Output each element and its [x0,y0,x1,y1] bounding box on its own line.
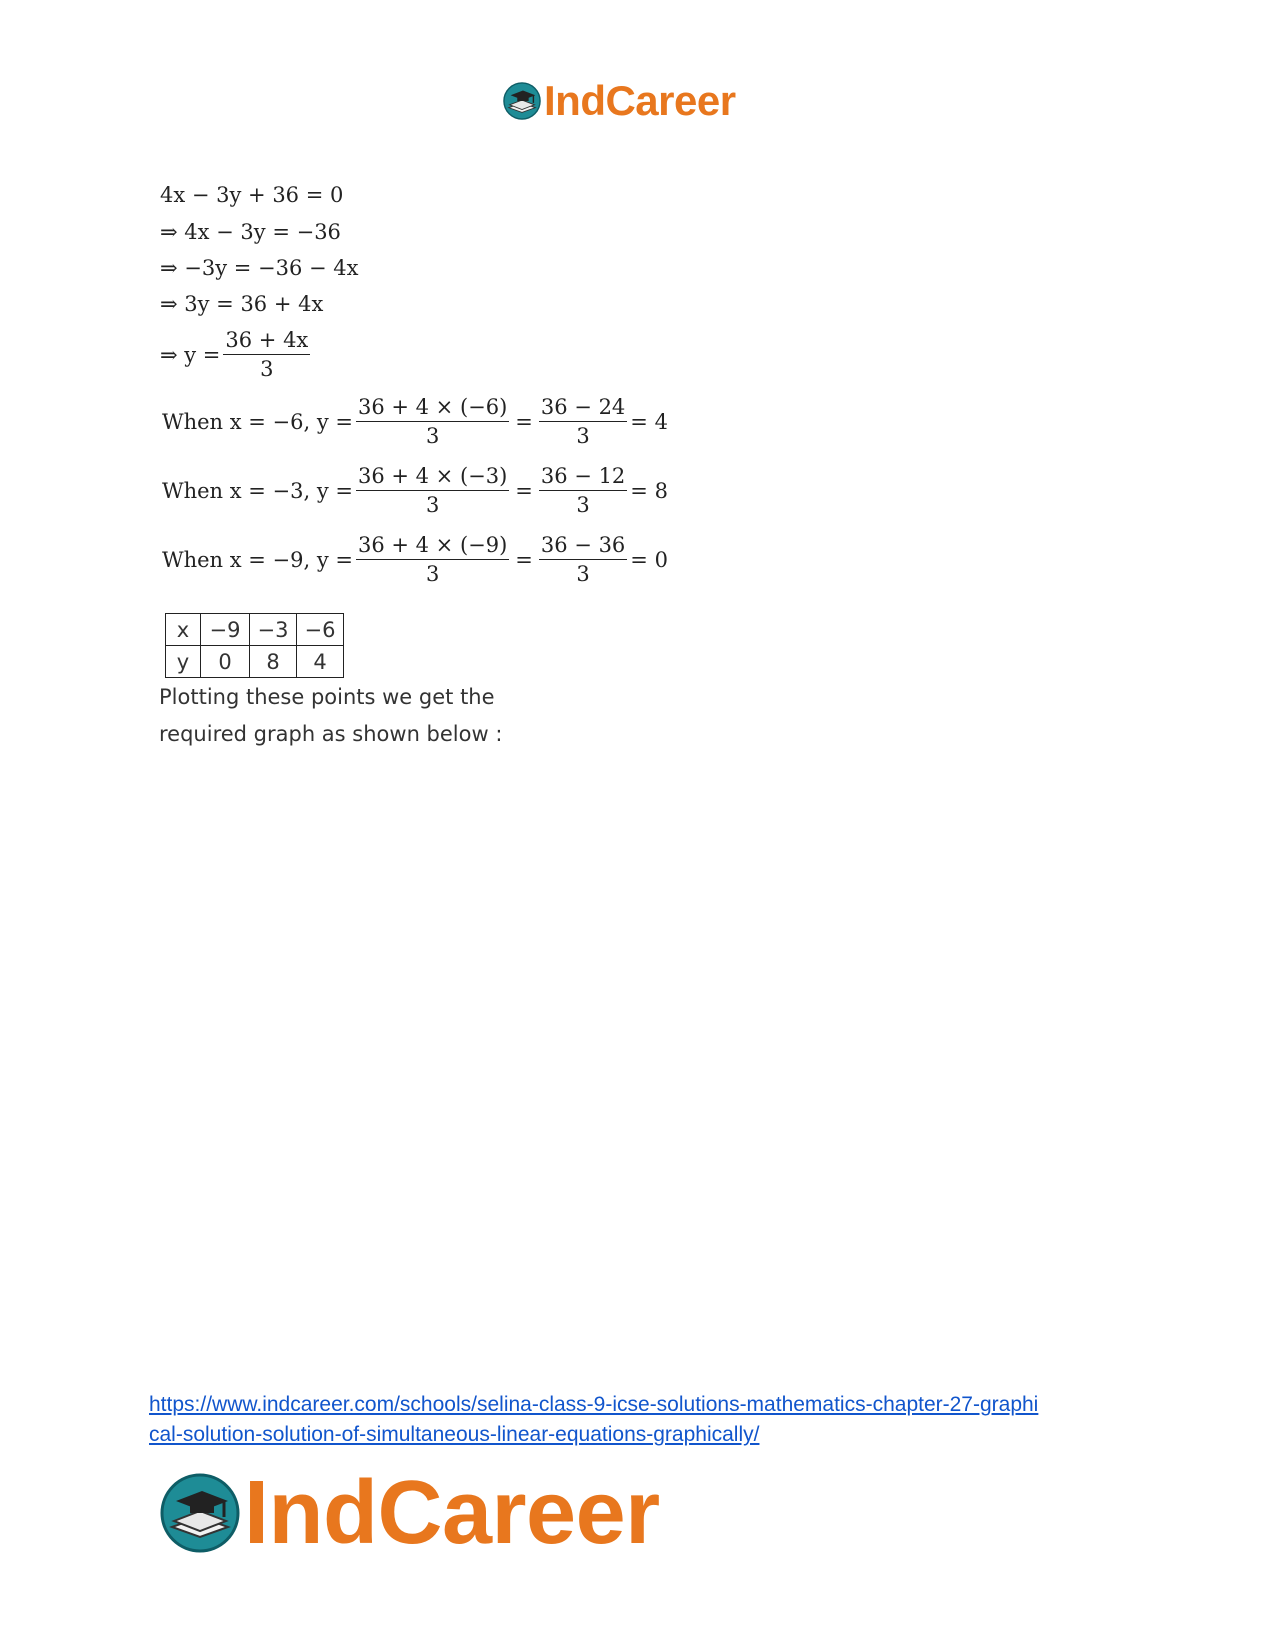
header-logo [503,77,736,124]
equation-line-2: ⇒ 4x − 3y = −36 [160,220,341,244]
source-url-line-2[interactable]: cal-solution-solution-of-simultaneous-linear-equations-graphically/ [149,1423,760,1446]
substitution-step-3: When x = −9, y = $\frac{36 + 4 \times (-9)}{3}$ = $\frac{36 - 36}{3}$ = 0 [162,533,668,586]
source-url-link[interactable] [149,1390,1149,1450]
equation-line-4: ⇒ 3y = 36 + 4x [160,292,324,316]
values-table [165,613,344,678]
equation-line-1: 4x − 3y + 36 = 0 [160,183,344,207]
table-cell: −6 [297,614,344,646]
logo-wordmark: IndCareer [544,77,736,124]
source-url-line-1[interactable]: https://www.indcareer.com/schools/selina-class-9-icse-solutions-mathematics-chapter-27-graphi [149,1393,1039,1416]
fraction: $\frac{36 + 4x}{3}$ [225,328,309,381]
table-cell: −3 [250,614,297,646]
table-row-y [166,646,344,678]
logo-wordmark: IndCareer [244,1463,660,1563]
table-header-y: y [166,646,201,678]
substitution-step-1: When x = −6, y = $\frac{36 + 4 \times (-6)}{3}$ = $\frac{36 - 24}{3}$ = 4 [162,395,668,448]
table-cell: −9 [201,614,250,646]
graduation-cap-book-icon [503,82,541,120]
conclusion-line-2: required graph as shown below : [159,722,503,746]
footer-logo [160,1463,660,1563]
conclusion-line-1: Plotting these points we get the [159,685,495,709]
conclusion-text [159,679,502,753]
table-cell: 4 [297,646,344,678]
graduation-cap-book-icon [160,1473,240,1553]
substitution-step-2: When x = −3, y = $\frac{36 + 4 \times (-3)}{3}$ = $\frac{36 - 12}{3}$ = 8 [162,464,668,517]
equation-line-5: ⇒ y = $\frac{36 + 4x}{3}$ [160,328,309,381]
table-cell: 0 [201,646,250,678]
table-cell: 8 [250,646,297,678]
equation-line-3: ⇒ −3y = −36 − 4x [160,256,359,280]
table-row-x [166,614,344,646]
table-header-x: x [166,614,201,646]
